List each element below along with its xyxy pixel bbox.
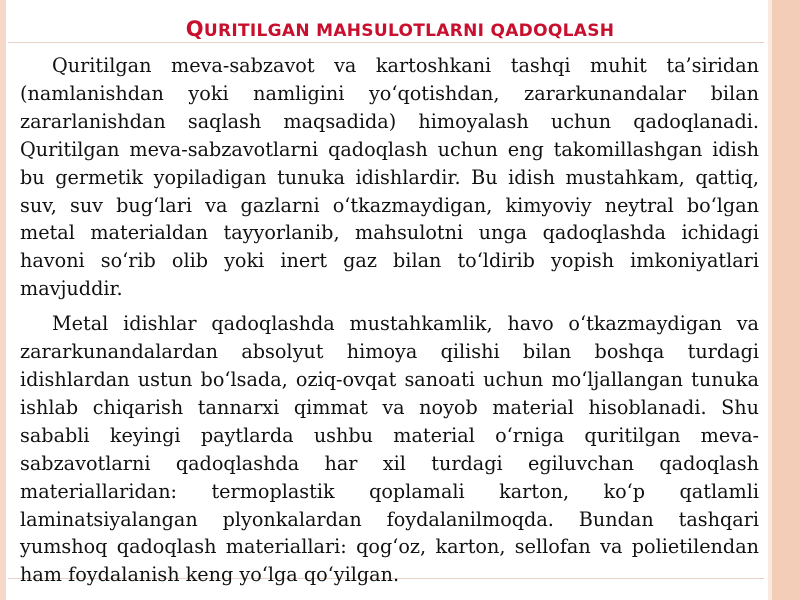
left-decor-stripe [0, 0, 6, 600]
top-divider [8, 42, 764, 43]
slide-title-initial: Q [185, 17, 204, 41]
right-decor-stripe [772, 0, 800, 600]
paragraph-2: Metal idishlar qadoqlashda mustahkamlik, havo o‘tkazmaydigan va zararkunandalardan absolyut himoya qilishi bilan boshqa turdagi idishlardan ustun bo‘lsada, oziq-ovqat sanoati uchun mo‘ljallangan tunuka ishlab chiqarish tannarxi qimmat va noyob material hisoblanadi. Shu sababli keyingi paytlarda ushbu material o‘rniga quritilgan meva-sabzavotlarni qadoqlashda har xil turdagi egiluvchan qadoqlash materiallaridan: termoplastik qoplamali karton, ko‘p qatlamli laminatsiyalangan plyonkalardan foydalanilmoqda. Bundan tashqari yumshoq qadoqlash materiallari: qog‘oz, karton, sellofan va polietilendan ham foydalanish keng yo‘lga qo‘yilgan. [20, 312, 759, 587]
slide-title-rest: URITILGAN MAHSULOTLARNI QADOQLASH [203, 21, 615, 41]
slide-body [20, 52, 759, 596]
paragraph-1: Quritilgan meva-sabzavot va kartoshkani tashqi muhit ta’siridan (namlanishdan yoki namligini yo‘qotishdan, zararkunandalar bilan zararlanishdan saqlash maqsadida) himoyalash uchun qadoqlanadi. Quritilgan meva-sabzavotlarni qadoqlash uchun eng takomillashgan idish bu germetik yopiladigan tunuka idishlardir. Bu idish mustahkam, qattiq, suv, suv bug‘lari va gazlarni o‘tkazmaydigan, kimyoviy neytral bo‘lgan metal materialdan tayyorlanib, mahsulotni unga qadoqlashda ichidagi havoni so‘rib olib yoki inert gaz bilan to‘ldirib yopish imkoniyatlari mavjuddir. [20, 54, 759, 301]
slide-title [0, 17, 800, 41]
